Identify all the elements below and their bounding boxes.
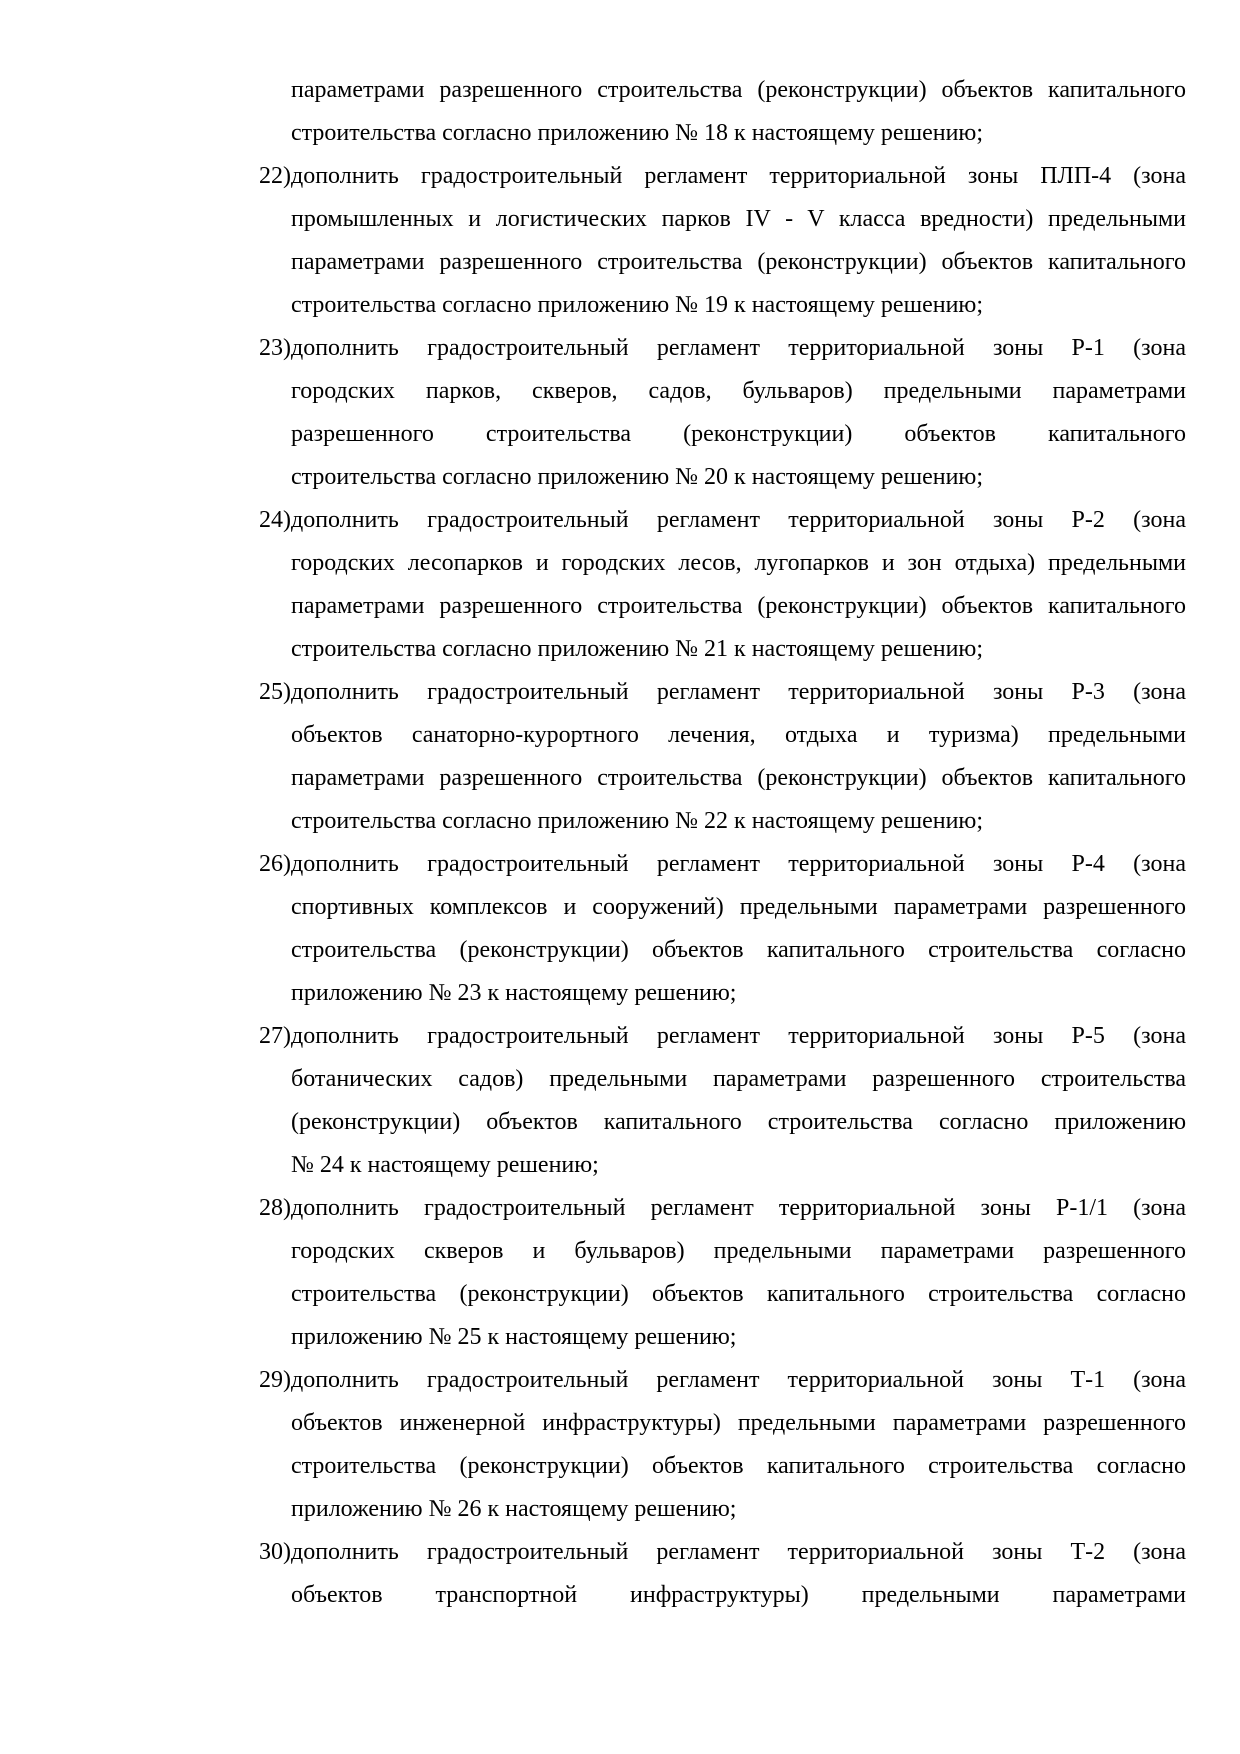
list-item-line: (реконструкции) объектов капитального строительства согласно приложению bbox=[291, 1109, 1186, 1135]
list-item-line: приложению № 26 к настоящему решению; bbox=[291, 1496, 737, 1522]
list-item-line: дополнить градостроительный регламент территориальной зоны Р-1 (зона bbox=[291, 335, 1186, 361]
list-item-line: параметрами разрешенного строительства (реконструкции) объектов капитального bbox=[291, 593, 1186, 619]
list-item-line: строительства согласно приложению № 22 к настоящему решению; bbox=[291, 808, 984, 834]
list-item-line: строительства (реконструкции) объектов капитального строительства согласно bbox=[291, 1453, 1186, 1479]
list-item-line: разрешенного строительства (реконструкции) объектов капитального bbox=[291, 421, 1186, 447]
list-item-line: спортивных комплексов и сооружений) предельными параметрами разрешенного bbox=[291, 894, 1186, 920]
list-item-number: 24) bbox=[259, 507, 291, 533]
list-item-line: объектов инженерной инфраструктуры) предельными параметрами разрешенного bbox=[291, 1410, 1186, 1436]
list-item-line: ботанических садов) предельными параметрами разрешенного строительства bbox=[291, 1066, 1186, 1092]
list-item-number: 29) bbox=[259, 1367, 291, 1393]
list-item-line: дополнить градостроительный регламент территориальной зоны Р-4 (зона bbox=[291, 851, 1186, 877]
paragraph-line: параметрами разрешенного строительства (реконструкции) объектов капитального bbox=[291, 77, 1186, 103]
list-item-number: 27) bbox=[259, 1023, 291, 1049]
list-item-line: дополнить градостроительный регламент территориальной зоны Р-5 (зона bbox=[291, 1023, 1186, 1049]
list-item-line: строительства согласно приложению № 21 к настоящему решению; bbox=[291, 636, 984, 662]
list-item-number: 23) bbox=[259, 335, 291, 361]
list-item-line: параметрами разрешенного строительства (реконструкции) объектов капитального bbox=[291, 765, 1186, 791]
list-item-line: городских скверов и бульваров) предельными параметрами разрешенного bbox=[291, 1238, 1186, 1264]
list-item-line: № 24 к настоящему решению; bbox=[291, 1152, 599, 1178]
list-item-line: промышленных и логистических парков IV - V класса вредности) предельными bbox=[291, 206, 1186, 232]
list-item-line: дополнить градостроительный регламент территориальной зоны Т-2 (зона bbox=[291, 1539, 1186, 1565]
list-item-line: строительства (реконструкции) объектов капитального строительства согласно bbox=[291, 1281, 1186, 1307]
list-item-number: 28) bbox=[259, 1195, 291, 1221]
list-item-number: 25) bbox=[259, 679, 291, 705]
list-item-line: строительства согласно приложению № 20 к настоящему решению; bbox=[291, 464, 984, 490]
list-item-line: дополнить градостроительный регламент территориальной зоны Р-2 (зона bbox=[291, 507, 1186, 533]
list-item-line: дополнить градостроительный регламент территориальной зоны Р-3 (зона bbox=[291, 679, 1186, 705]
list-item-line: параметрами разрешенного строительства (реконструкции) объектов капитального bbox=[291, 249, 1186, 275]
list-item-line: приложению № 23 к настоящему решению; bbox=[291, 980, 737, 1006]
list-item-line: дополнить градостроительный регламент территориальной зоны Т-1 (зона bbox=[291, 1367, 1186, 1393]
list-item-line: строительства (реконструкции) объектов капитального строительства согласно bbox=[291, 937, 1186, 963]
list-item-line: городских парков, скверов, садов, бульваров) предельными параметрами bbox=[291, 378, 1186, 404]
list-item-line: приложению № 25 к настоящему решению; bbox=[291, 1324, 737, 1350]
list-item-line: объектов санаторно-курортного лечения, отдыха и туризма) предельными bbox=[291, 722, 1186, 748]
list-item-line: городских лесопарков и городских лесов, лугопарков и зон отдыха) предельными bbox=[291, 550, 1186, 576]
list-item-line: дополнить градостроительный регламент территориальной зоны Р-1/1 (зона bbox=[291, 1195, 1186, 1221]
list-item-line: дополнить градостроительный регламент территориальной зоны ПЛП-4 (зона bbox=[291, 163, 1186, 189]
list-item-number: 22) bbox=[259, 163, 291, 189]
list-item-line: объектов транспортной инфраструктуры) предельными параметрами bbox=[291, 1582, 1186, 1608]
list-item-line: строительства согласно приложению № 19 к настоящему решению; bbox=[291, 292, 984, 318]
list-item-number: 26) bbox=[259, 851, 291, 877]
paragraph-line: строительства согласно приложению № 18 к настоящему решению; bbox=[291, 120, 984, 146]
list-item-number: 30) bbox=[259, 1539, 291, 1565]
